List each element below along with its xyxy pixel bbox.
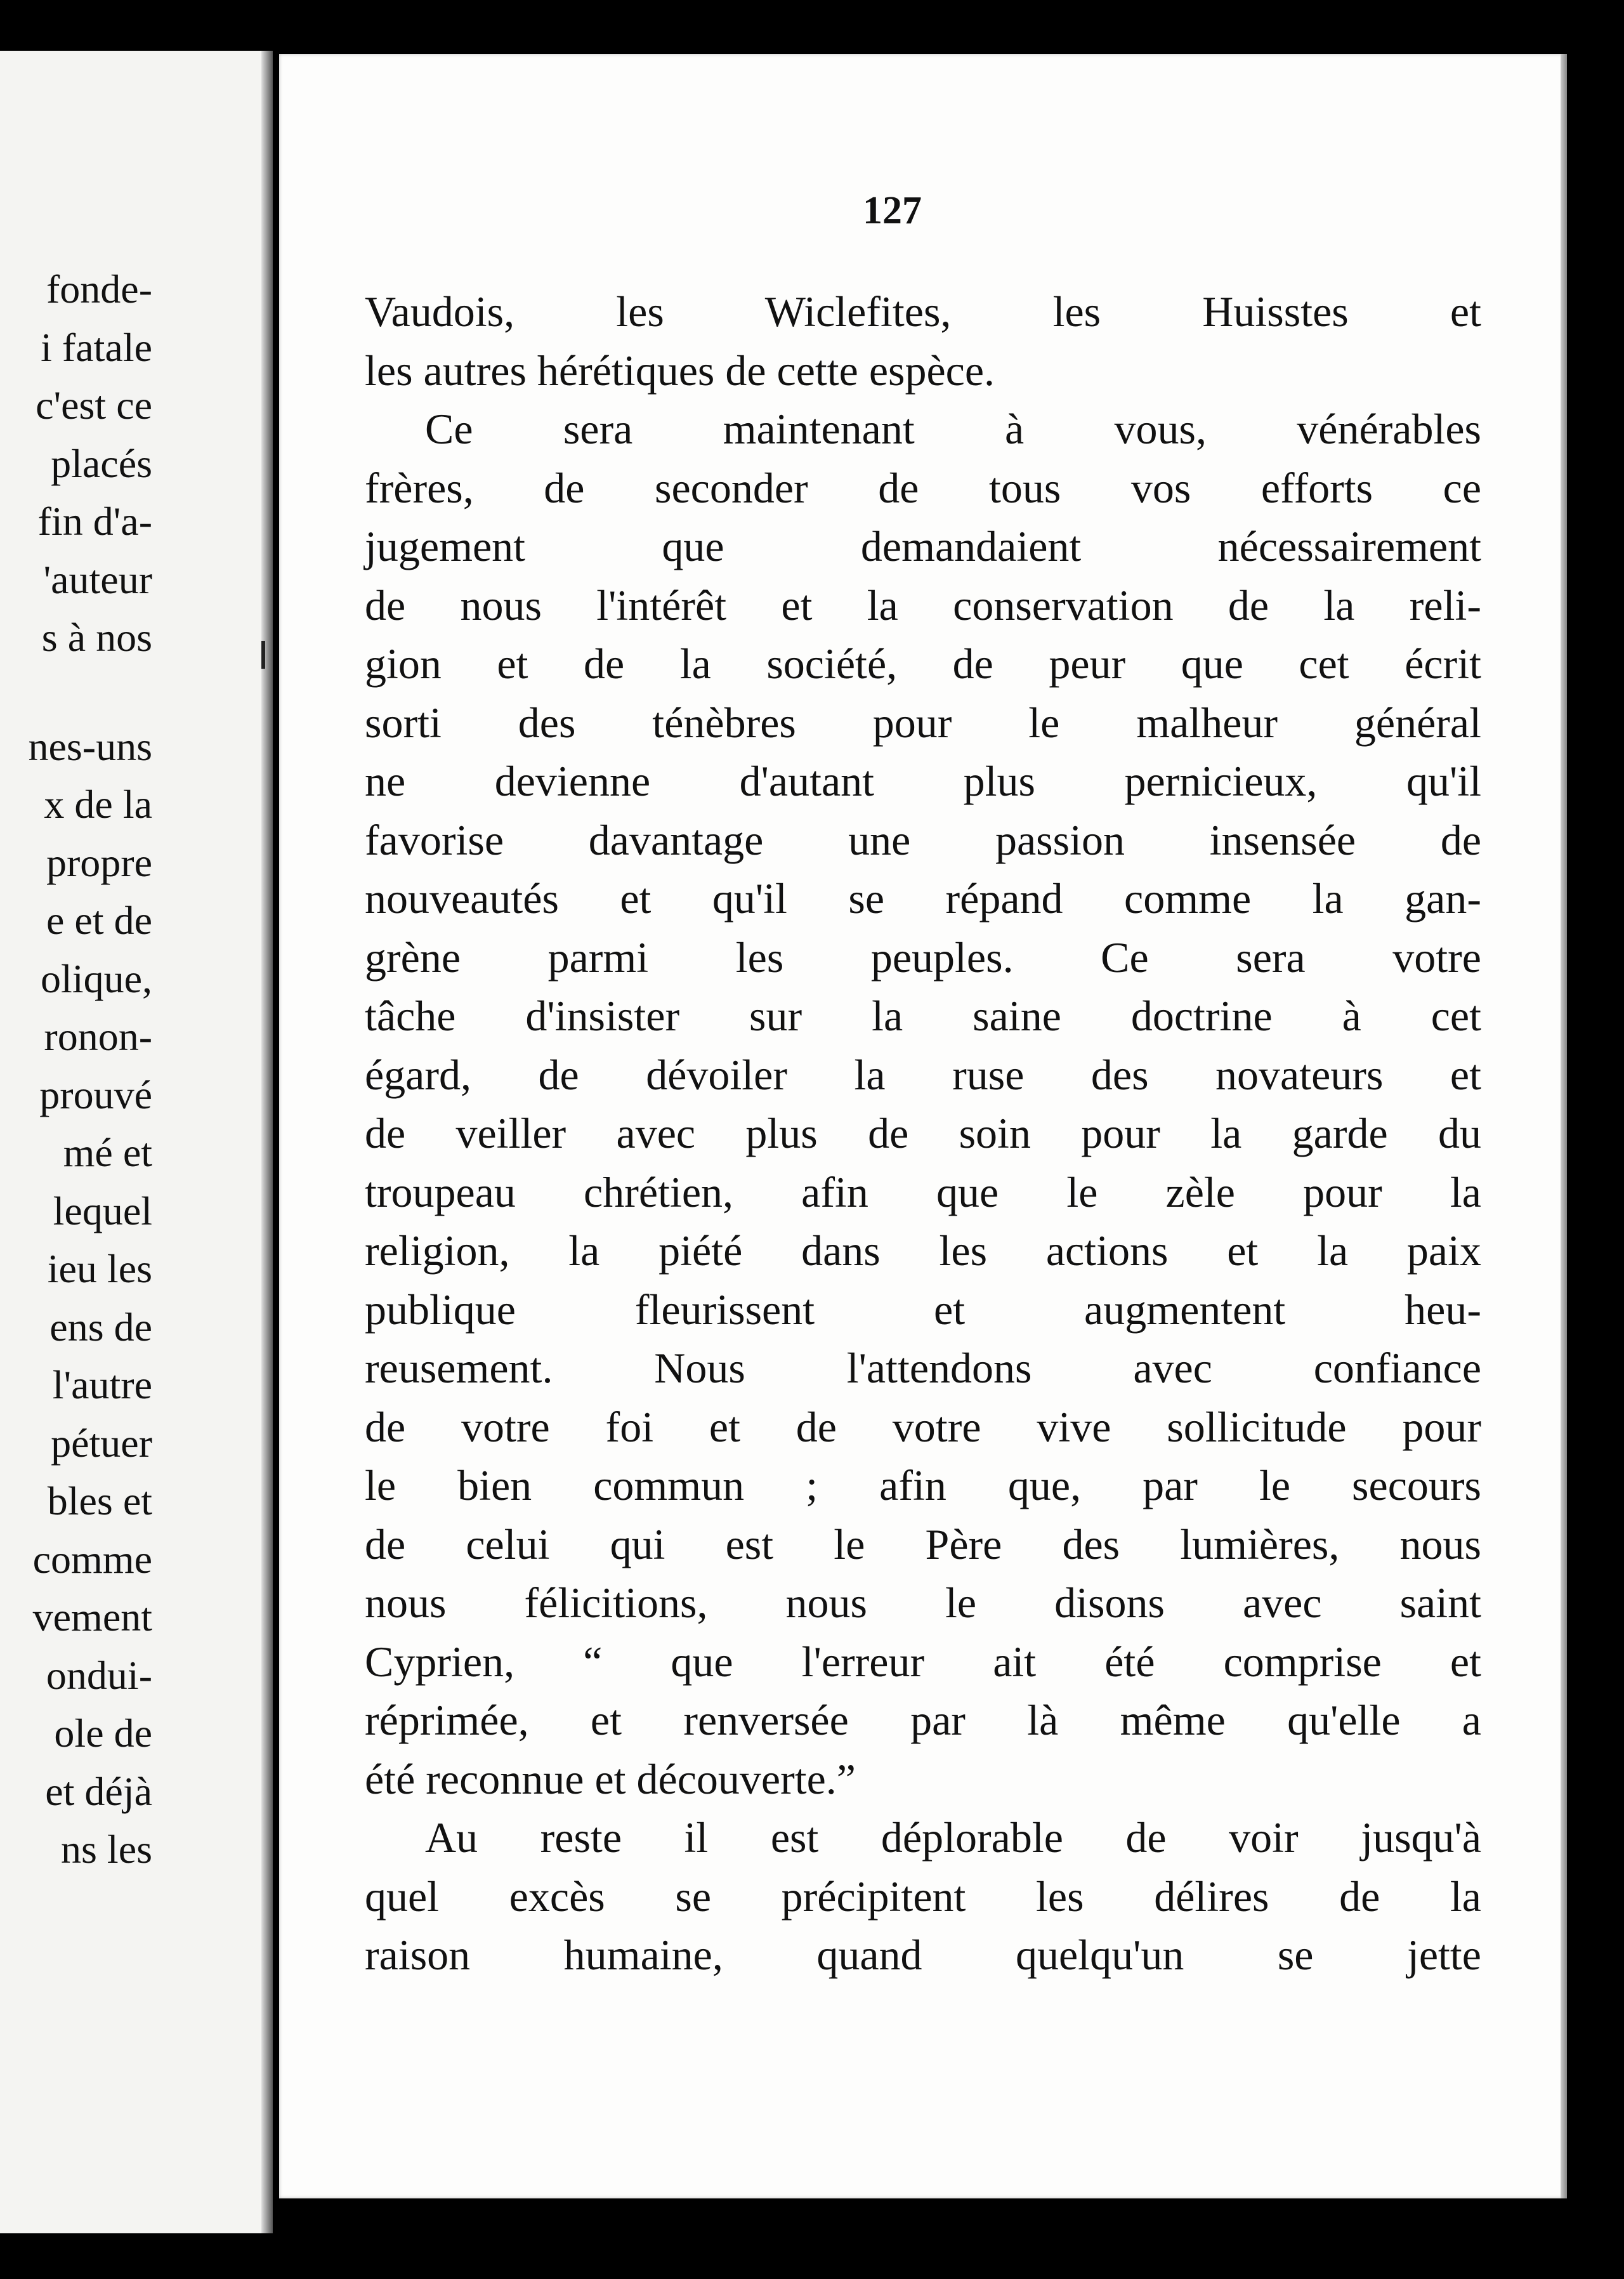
text-line: e et de <box>46 898 152 943</box>
text-line: de celui qui est le Père des lumières, nous <box>365 1520 1481 1568</box>
previous-page <box>0 51 273 2233</box>
text-line: nes-uns <box>28 723 152 769</box>
text-line: Ce sera maintenant à vous, vénérables <box>425 405 1481 453</box>
text-line: ieu les <box>47 1246 152 1291</box>
text-line: nous félicitions, nous le disons avec saint <box>365 1579 1481 1627</box>
text-line: comme <box>32 1536 152 1582</box>
current-page <box>279 54 1567 2198</box>
text-line: ne devienne d'autant plus pernicieux, qu'il <box>365 757 1481 805</box>
text-line: été reconnue et découverte.” <box>365 1754 856 1803</box>
text-line: frères, de seconder de tous vos efforts ce <box>365 463 1481 512</box>
text-line: gion et de la société, de peur que cet écrit <box>365 640 1481 688</box>
text-line: c'est ce <box>36 383 152 428</box>
text-line: favorise davantage une passion insensée de <box>365 815 1481 864</box>
text-line: grène parmi les peuples. Ce sera votre <box>365 933 1481 982</box>
previous-page-text <box>28 260 152 1879</box>
text-line: jugement que demandaient nécessairement <box>365 522 1481 570</box>
text-line: vement <box>32 1594 152 1639</box>
text-line: placés <box>51 440 152 486</box>
page-gutter-shadow <box>261 51 273 2233</box>
text-line: 'auteur <box>43 556 152 602</box>
text-line: Cyprien, “ que l'erreur ait été comprise et <box>365 1637 1481 1686</box>
text-line: ole de <box>54 1711 152 1756</box>
text-line: reusement. Nous l'attendons avec confiance <box>365 1344 1481 1392</box>
text-line: les autres hérétiques de cette espèce. <box>365 346 995 395</box>
page-number: 127 <box>863 189 922 232</box>
text-line: le bien commun ; afin que, par le secours <box>365 1461 1481 1509</box>
text-line: et déjà <box>45 1768 152 1814</box>
text-line: ens de <box>49 1304 152 1350</box>
text-line: de nous l'intérêt et la conservation de la reli- <box>365 581 1481 629</box>
text-line: publique fleurissent et augmentent heu- <box>365 1285 1481 1334</box>
text-line: propre <box>46 839 152 885</box>
text-line: lequel <box>53 1188 152 1233</box>
text-line: bles et <box>47 1478 152 1523</box>
text-line: troupeau chrétien, afin que le zèle pour la <box>365 1167 1481 1216</box>
page-body-text <box>365 282 1481 1985</box>
text-line: religion, la piété dans les actions et la paix <box>365 1226 1481 1275</box>
text-line: Au reste il est déplorable de voir jusqu'à <box>425 1813 1481 1862</box>
text-line: mé et <box>63 1130 152 1175</box>
gutter-mark <box>261 641 265 669</box>
text-line: tâche d'insister sur la saine doctrine à cet <box>365 992 1481 1040</box>
text-line: de veiller avec plus de soin pour la garde du <box>365 1109 1481 1157</box>
text-line: fonde- <box>46 266 152 312</box>
text-line: x de la <box>44 782 152 827</box>
text-line: s à nos <box>41 615 152 660</box>
text-line: quel excès se précipitent les délires de la <box>365 1872 1481 1921</box>
text-line: égard, de dévoiler la ruse des novateurs et <box>365 1050 1481 1099</box>
text-line: raison humaine, quand quelqu'un se jette <box>365 1931 1481 1979</box>
text-line: prouvé <box>39 1072 152 1117</box>
text-line: pétuer <box>51 1420 152 1466</box>
text-line: fin d'a- <box>37 499 152 544</box>
text-line: ondui- <box>46 1652 152 1698</box>
text-line: réprimée, et renversée par là même qu'elle a <box>365 1696 1481 1744</box>
text-line: olique, <box>41 956 152 1001</box>
text-line: l'autre <box>52 1362 152 1407</box>
text-line: ronon- <box>44 1014 152 1059</box>
paragraph-gap <box>28 667 152 718</box>
text-line: i fatale <box>41 324 152 370</box>
text-line: Vaudois, les Wiclefites, les Huisstes et <box>365 287 1481 336</box>
page-edge <box>1561 54 1567 2198</box>
text-line: nouveautés et qu'il se répand comme la gan- <box>365 874 1481 923</box>
text-line: ns les <box>61 1827 152 1872</box>
text-line: sorti des ténèbres pour le malheur général <box>365 698 1481 747</box>
text-line: de votre foi et de votre vive sollicitude pour <box>365 1402 1481 1451</box>
